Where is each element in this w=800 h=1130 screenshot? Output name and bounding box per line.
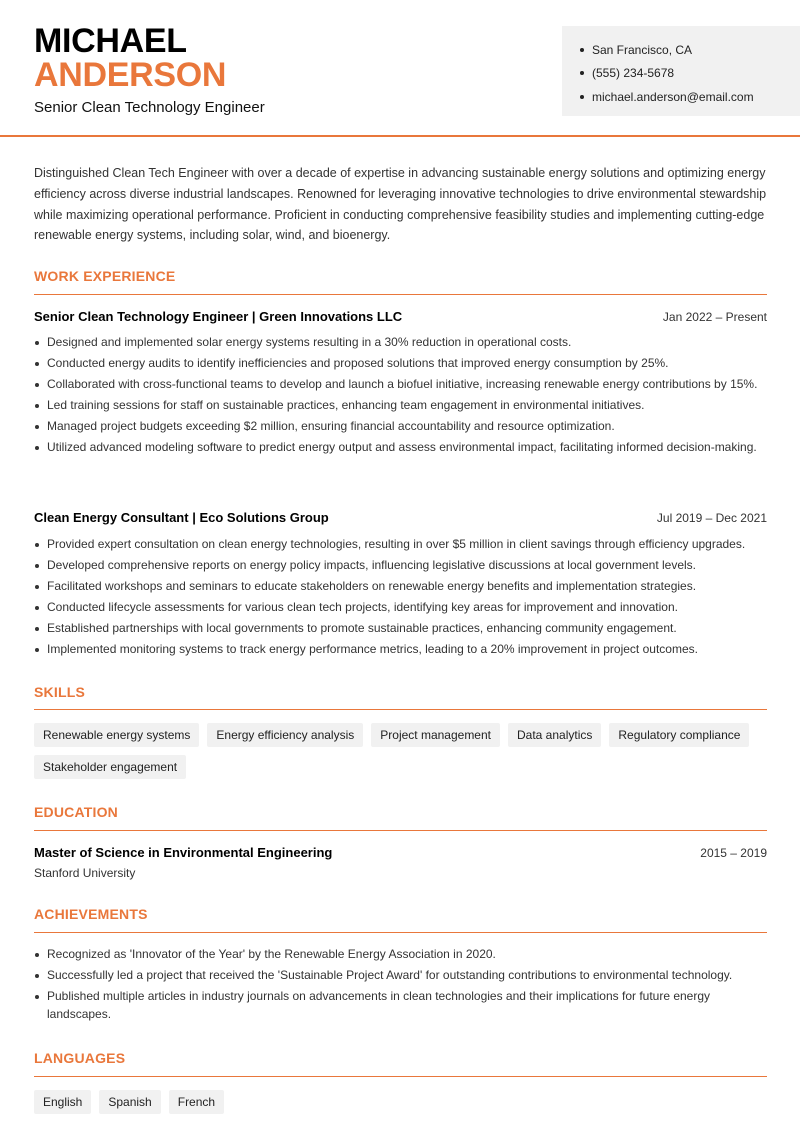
education-heading: EDUCATION	[34, 804, 118, 820]
list-item: Provided expert consultation on clean energy technologies, resulting in over $5 million in client savings through efficiency upgrades.	[34, 536, 767, 554]
job-role: Clean Energy Consultant | Eco Solutions Group	[34, 510, 329, 525]
education-header	[34, 845, 767, 860]
skill-tag: Project management	[371, 723, 500, 747]
achievements-bullets	[34, 946, 767, 1027]
skill-tag: Stakeholder engagement	[34, 755, 186, 779]
contact-phone-text: (555) 234-5678	[592, 66, 675, 81]
skill-tag: Renewable energy systems	[34, 723, 199, 747]
resume-header	[0, 0, 800, 137]
job-role: Senior Clean Technology Engineer | Green Innovations LLC	[34, 309, 403, 324]
list-item: Facilitated workshops and seminars to educate stakeholders on renewable energy benefits and implementation strategies.	[34, 578, 767, 596]
section-divider	[34, 1076, 767, 1077]
list-item: Successfully led a project that received the 'Sustainable Project Award' for outstanding contributions to environmental technology.	[34, 967, 767, 985]
education-degree: Master of Science in Environmental Engineering	[34, 845, 333, 860]
job-date: Jan 2022 – Present	[662, 310, 767, 324]
list-item: Conducted energy audits to identify inefficiencies and proposed solutions that improved energy consumption by 25%.	[34, 355, 767, 373]
last-name: ANDERSON	[34, 56, 227, 94]
job-date: Jul 2019 – Dec 2021	[656, 511, 767, 525]
list-item: Designed and implemented solar energy systems resulting in a 30% reduction in operational costs.	[34, 334, 767, 352]
bullet-icon	[580, 95, 584, 99]
list-item: Managed project budgets exceeding $2 million, ensuring financial accountability and resource optimization.	[34, 418, 767, 436]
achievements-heading: ACHIEVEMENTS	[34, 906, 148, 922]
education-school: Stanford University	[34, 866, 136, 880]
language-tag: French	[169, 1090, 224, 1114]
education-date: 2015 – 2019	[700, 846, 767, 860]
bullet-icon	[580, 48, 584, 52]
job-header	[34, 510, 767, 525]
list-item: Published multiple articles in industry journals on advancements in clean technologies and their implications for future energy landscapes.	[34, 988, 767, 1023]
section-divider	[34, 830, 767, 831]
list-item: Established partnerships with local governments to promote sustainable practices, enhancing community engagement.	[34, 620, 767, 638]
contact-email	[580, 85, 800, 109]
job-header	[34, 309, 767, 324]
job-bullets	[34, 334, 767, 460]
language-tag: English	[34, 1090, 91, 1114]
summary-paragraph: Distinguished Clean Tech Engineer with over a decade of expertise in advancing sustainable energy solutions and optimizing energy efficiency across diverse industrial landscapes. Renowned for leveraging innovative technologies to drive environmental stewardship while maximizing operational performance. Proficient in conducting comprehensive feasibility studies and implementing cutting-edge renewable energy systems, including solar, wind, and bioenergy.	[34, 166, 767, 243]
contact-email-text: michael.anderson@email.com	[592, 89, 754, 104]
bullet-icon	[580, 71, 584, 75]
skill-tag: Data analytics	[508, 723, 601, 747]
work-experience-heading: WORK EXPERIENCE	[34, 268, 176, 284]
contact-location-text: San Francisco, CA	[592, 42, 693, 57]
languages-heading: LANGUAGES	[34, 1050, 126, 1066]
skill-tag: Energy efficiency analysis	[207, 723, 363, 747]
section-divider	[34, 932, 767, 933]
section-divider	[34, 294, 767, 295]
list-item: Utilized advanced modeling software to predict energy output and assess environmental impact, facilitating informed decision-making.	[34, 439, 767, 457]
skills-heading: SKILLS	[34, 684, 85, 700]
contact-phone	[580, 62, 800, 86]
job-title: Senior Clean Technology Engineer	[34, 99, 265, 116]
contact-box	[562, 26, 800, 116]
section-divider	[34, 709, 767, 710]
list-item: Collaborated with cross-functional teams to develop and launch a biofuel initiative, increasing renewable energy contributions by 15%.	[34, 376, 767, 394]
job-bullets	[34, 536, 767, 662]
list-item: Implemented monitoring systems to track energy performance metrics, leading to a 20% improvement in project outcomes.	[34, 641, 767, 659]
skill-tag: Regulatory compliance	[609, 723, 749, 747]
list-item: Led training sessions for staff on sustainable practices, enhancing team engagement in environmental initiatives.	[34, 397, 767, 415]
skills-tags	[34, 723, 774, 779]
language-tag: Spanish	[99, 1090, 160, 1114]
language-tags	[34, 1090, 774, 1114]
first-name: MICHAEL	[34, 22, 187, 60]
contact-location	[580, 38, 800, 62]
list-item: Conducted lifecycle assessments for various clean tech projects, identifying key areas for improvement and innovation.	[34, 599, 767, 617]
list-item: Developed comprehensive reports on energy policy impacts, influencing legislative discussions at local government levels.	[34, 557, 767, 575]
list-item: Recognized as 'Innovator of the Year' by the Renewable Energy Association in 2020.	[34, 946, 767, 964]
